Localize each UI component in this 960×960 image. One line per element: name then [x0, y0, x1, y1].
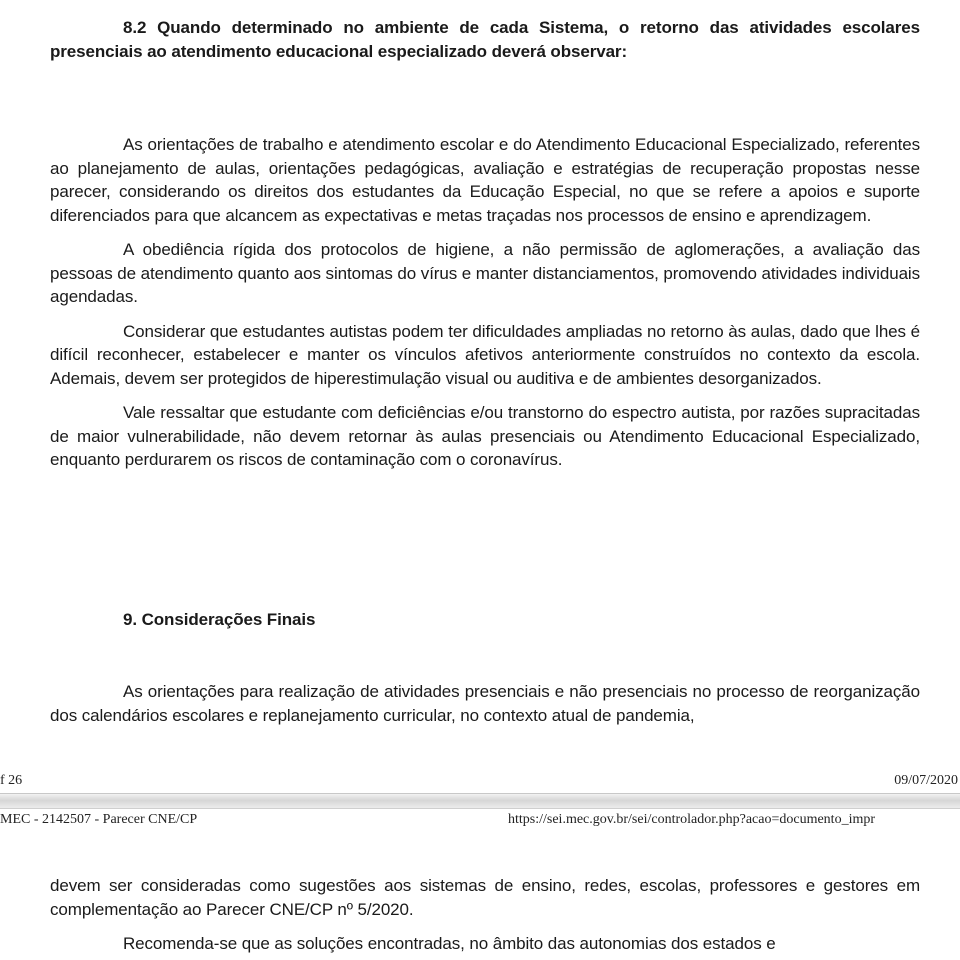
section-9-heading	[50, 608, 920, 632]
page-break-divider	[0, 793, 960, 809]
paragraph: Considerar que estudantes autistas podem ter dificuldades ampliadas no retorno às aulas, dado que lhes é difícil reconhecer, estabelecer e manter os vínculos afetivos anteriormente construídos no contexto da escola. Ademais, devem ser protegidos de hiperestimulação visual ou auditiva e de ambientes desorganizados.	[50, 321, 920, 388]
section-9-body	[50, 680, 920, 727]
document-url: https://sei.mec.gov.br/sei/controlador.php?acao=documento_impr	[508, 812, 876, 827]
next-page-body	[50, 874, 920, 956]
section-heading-text: 8.2 Quando determinado no ambiente de cada Sistema, o retorno das atividades escolares presenciais ao atendimento educacional especializado deverá observar:	[50, 18, 920, 61]
section-8-2-body	[50, 133, 920, 472]
paragraph: Vale ressaltar que estudante com deficiências e/ou transtorno do espectro autista, por razões supracitadas de maior vulnerabilidade, não devem retornar às aulas presenciais ou Atendimento Educacional Especializado, enquanto perdurarem os riscos de contaminação com o coronavírus.	[50, 403, 920, 469]
paragraph: As orientações para realização de atividades presenciais e não presenciais no processo de reorganização dos calendários escolares e replanejamento curricular, no contexto atual de pandemia,	[50, 682, 920, 725]
paragraph: A obediência rígida dos protocolos de higiene, a não permissão de aglomerações, a avaliação das pessoas de atendimento quanto aos sintomas do vírus e manter distanciamentos, promovendo atividades individuais agendadas.	[50, 240, 920, 306]
paragraph-continuation: devem ser consideradas como sugestões aos sistemas de ensino, redes, escolas, professores e gestores em complementação ao Parecer CNE/CP nº 5/2020.	[50, 876, 920, 919]
paragraph: Recomenda-se que as soluções encontradas, no âmbito das autonomias dos estados e	[123, 934, 776, 953]
section-heading-text: 9. Considerações Finais	[123, 610, 316, 629]
print-date: 09/07/2020	[894, 773, 958, 788]
page-number: f 26	[0, 773, 23, 788]
paragraph: As orientações de trabalho e atendimento escolar e do Atendimento Educacional Especializado, referentes ao planejamento de aulas, orientações pedagógicas, avaliação e estratégias de recuperação propostas nesse parecer, considerando os direitos dos estudantes da Educação Especial, no que se refere a apoios e suporte diferenciados para que alcancem as expectativas e metas traçadas nos processos de ensino e aprendizagem.	[50, 135, 920, 225]
document-id: MEC - 2142507 - Parecer CNE/CP	[0, 812, 198, 827]
section-8-2-heading	[50, 16, 920, 63]
